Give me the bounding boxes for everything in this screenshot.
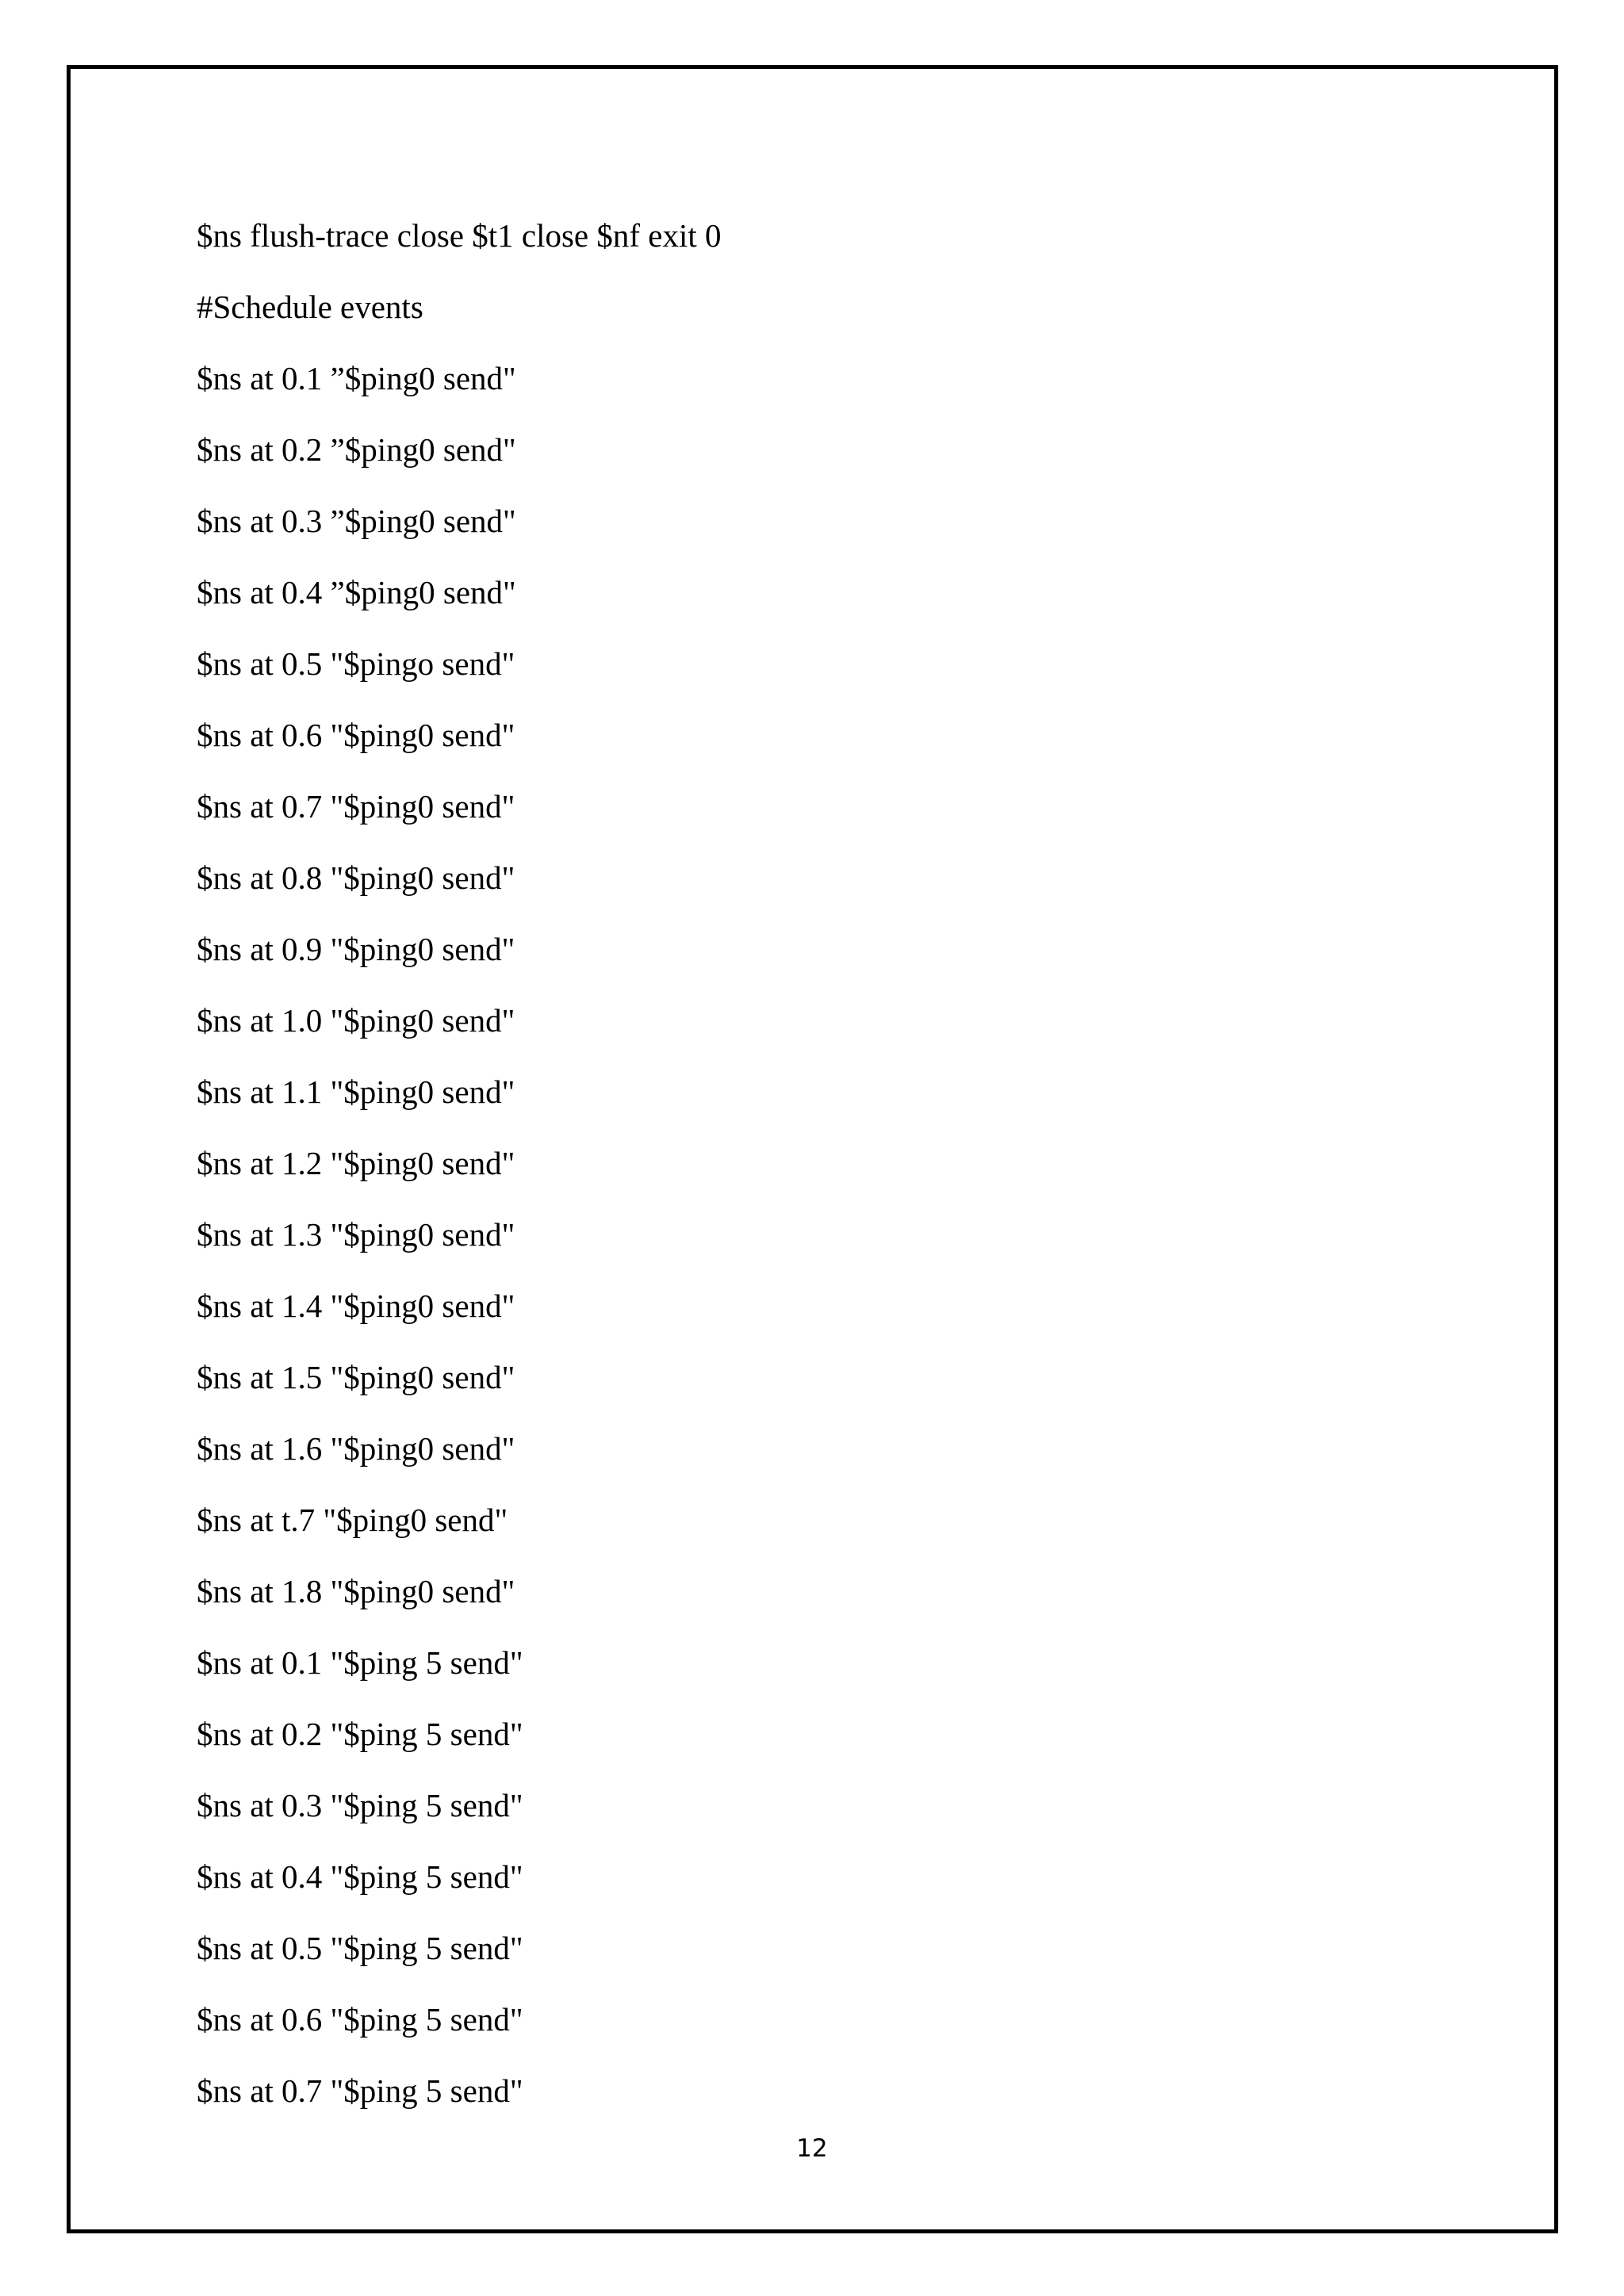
code-line: $ns at 1.0 "$ping0 send" (197, 1002, 515, 1039)
code-line: $ns at 0.8 "$ping0 send" (197, 859, 515, 896)
code-line: $ns at 0.1 "$ping 5 send" (197, 1644, 523, 1681)
code-line: $ns at 0.6 "$ping 5 send" (197, 2001, 523, 2038)
code-line: $ns at 0.7 "$ping 5 send" (197, 2072, 523, 2109)
code-line: $ns at 0.2 ”$ping0 send" (197, 431, 516, 468)
code-listing (197, 200, 722, 2126)
code-line: $ns at 1.2 "$ping0 send" (197, 1145, 515, 1181)
code-line: $ns at 1.8 "$ping0 send" (197, 1573, 515, 1609)
code-line: $ns at 0.1 ”$ping0 send" (197, 360, 516, 396)
code-line: $ns at 0.5 "$pingo send" (197, 645, 515, 682)
code-line: $ns at 1.1 "$ping0 send" (197, 1073, 515, 1110)
code-line: $ns flush-trace close $t1 close $nf exit 0 (197, 217, 722, 254)
code-line: $ns at 0.3 "$ping 5 send" (197, 1787, 523, 1823)
code-line: $ns at 0.6 "$ping0 send" (197, 717, 515, 753)
code-line: $ns at 0.4 ”$ping0 send" (197, 574, 516, 610)
code-line: #Schedule events (197, 289, 423, 325)
code-line: $ns at 0.2 "$ping 5 send" (197, 1716, 523, 1752)
code-line: $ns at 0.7 "$ping0 send" (197, 788, 515, 825)
code-line: $ns at 1.5 "$ping0 send" (197, 1359, 515, 1395)
code-line: $ns at 1.3 "$ping0 send" (197, 1216, 515, 1253)
code-line: $ns at 0.5 "$ping 5 send" (197, 1930, 523, 1966)
page-number: 12 (796, 2134, 828, 2163)
code-line: $ns at 0.4 "$ping 5 send" (197, 1858, 523, 1895)
code-line: $ns at 0.9 "$ping0 send" (197, 931, 515, 967)
code-line: $ns at 1.6 "$ping0 send" (197, 1430, 515, 1467)
code-line: $ns at 0.3 ”$ping0 send" (197, 503, 516, 539)
code-line: $ns at 1.4 "$ping0 send" (197, 1288, 515, 1324)
code-line: $ns at t.7 "$ping0 send" (197, 1502, 508, 1538)
